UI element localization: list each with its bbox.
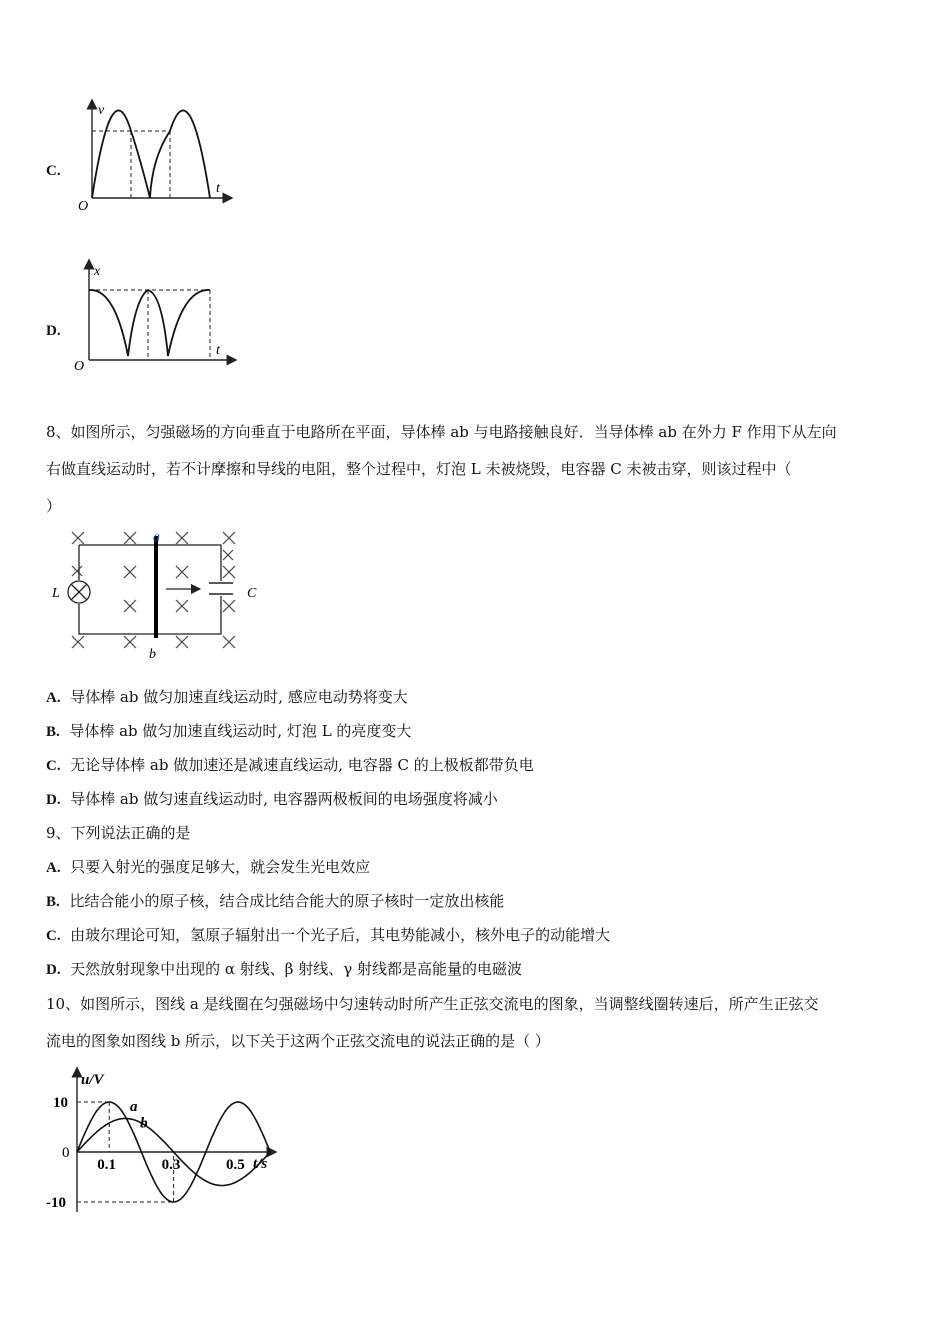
q9-option-c: C. 由玻尔理论可知，氢原子辐射出一个光子后，其电势能减小，核外电子的动能增大	[46, 926, 611, 944]
chart-x-label: t/s	[253, 1156, 268, 1172]
label-b: b	[149, 647, 156, 662]
q8-option-d: D. 导体棒 ab 做匀速直线运动时, 电容器两极板间的电场强度将减小	[46, 790, 498, 808]
q10-stem-line2: 流电的图象如图线 b 所示，以下关于这两个正弦交流电的说法正确的是（ ）	[46, 1032, 550, 1050]
q9-stem: 9、下列说法正确的是	[46, 824, 191, 842]
y-axis-label: x	[94, 264, 101, 279]
series-label-b: b	[140, 1115, 148, 1132]
option-c-label: C.	[46, 163, 61, 179]
q9-option-d: D. 天然放射现象中出现的 α 射线、β 射线、γ 射线都是高能量的电磁波	[46, 960, 522, 978]
circuit-wire	[79, 545, 221, 634]
y-tick-label: -10	[46, 1195, 66, 1211]
x-tick-label: 0.1	[97, 1157, 116, 1173]
q10-stem-line1: 10、如图所示，图线 a 是线圈在匀强磁场中匀速转动时所产生正弦交流电的图象，当调整线圈转速后，所产生正弦交	[46, 995, 819, 1013]
x-axis-label: t	[216, 343, 220, 358]
label-L: L	[52, 586, 60, 601]
x-tick-label: 0.5	[226, 1157, 245, 1173]
q8-option-a: A. 导体棒 ab 做匀加速直线运动时, 感应电动势将变大	[46, 688, 408, 706]
origin-label: O	[74, 359, 85, 374]
velocity-curve	[92, 110, 210, 198]
x-tick-label: 0.3	[161, 1157, 181, 1173]
q8-option-c: C. 无论导体棒 ab 做加速还是减速直线运动, 电容器 C 的上极板都带负电	[46, 756, 534, 774]
displacement-time-graph	[70, 258, 240, 380]
q8-option-b: B. 导体棒 ab 做匀加速直线运动时, 灯泡 L 的亮度变大	[46, 722, 412, 740]
q8-stem-line3: ）	[46, 497, 62, 515]
velocity-time-graph	[70, 98, 240, 218]
label-C: C	[247, 586, 257, 601]
q8-stem-line1: 8、如图所示，匀强磁场的方向垂直于电路所在平面，导体棒 ab 与电路接触良好．当导体棒 ab 在外力 F 作用下从左向	[46, 423, 837, 441]
series-label-a: a	[130, 1099, 138, 1115]
q8-circuit-diagram	[46, 526, 276, 666]
ac-voltage-chart	[40, 1064, 290, 1234]
x-axis-label: t	[216, 181, 220, 196]
displacement-curve	[89, 290, 210, 356]
option-d-label: D.	[46, 323, 61, 339]
q9-option-b: B. 比结合能小的原子核，结合成比结合能大的原子核时一定放出核能	[46, 892, 505, 910]
origin-label: O	[78, 199, 89, 214]
q8-stem-line2: 右做直线运动时，若不计摩擦和导线的电阻，整个过程中，灯泡 L 未被烧毁，电容器 C 未被击穿，则该过程中（	[46, 460, 792, 478]
magnetic-field-crosses	[72, 532, 235, 648]
chart-y-label: u/V	[81, 1072, 104, 1088]
chart-origin-label: 0	[62, 1145, 70, 1161]
q9-option-a: A. 只要入射光的强度足够大，就会发生光电效应	[46, 858, 371, 876]
y-axis-label: v	[98, 103, 105, 118]
label-a: a	[153, 530, 160, 545]
y-tick-label: 10	[53, 1095, 68, 1111]
